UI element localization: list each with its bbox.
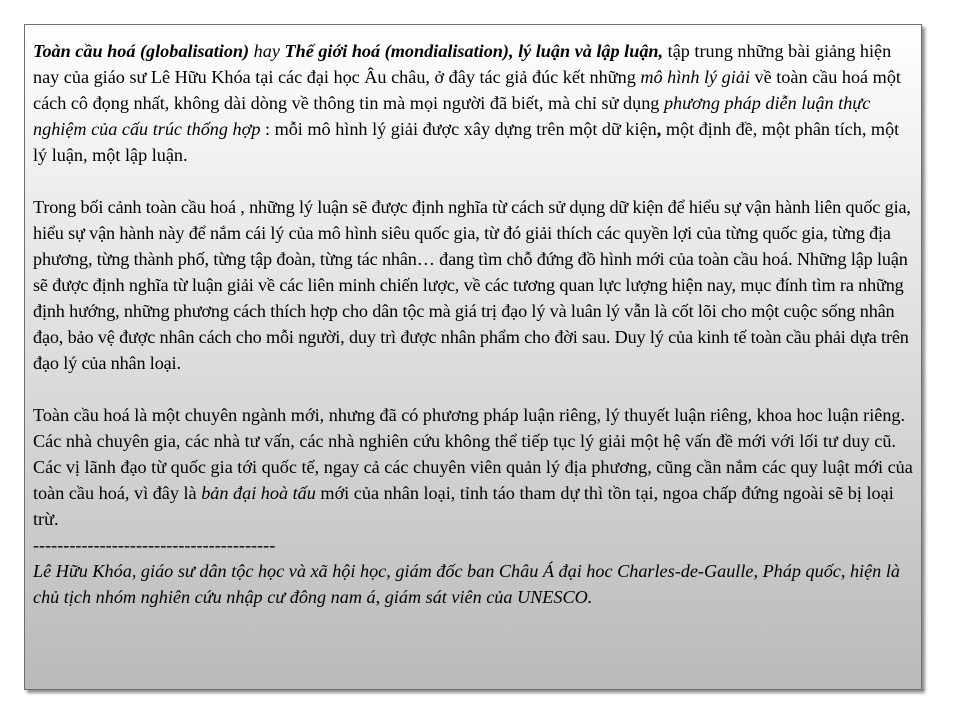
author-note: Lê Hữu Khóa, giáo sư dân tộc học và xã hội học, giám đốc ban Châu Á đại hoc Charles-de-Gaulle, Pháp quốc, hiện là chủ tịch nhóm nghiên cứu nhập cư đông nam á, giám sát viên của UNESCO. <box>33 561 900 607</box>
intro-emphasis-1: mô hình lý giải <box>640 67 750 87</box>
intro-emphasis-2: phương pháp diễn luận thực nghiệm của cấu trúc thống hợp <box>33 93 871 139</box>
separator-line: ---------------------------------------- <box>33 535 276 555</box>
discipline-text-2: mới của nhân loại, tỉnh táo tham dự thì tồn tại, ngoa chấp đứng ngoài sẽ bị loại trừ. <box>33 483 894 529</box>
paragraph-context: Trong bối cảnh toàn cầu hoá , những lý luận sẽ được định nghĩa từ cách sử dụng dữ kiện để hiểu sự vận hành liên quốc gia, hiểu sự vận hành này để nắm cái lý của mô hình siêu quốc gia, từ đó giải thích các quyền lợi của từng quốc gia, từng địa phương, từng thành phố, từng tập đoàn, từng tác nhân… đang tìm chỗ đứng đồ hình mới của toàn cầu hoá. Những lập luận sẽ được định nghĩa từ luận giải về các liên minh chiến lược, về các tương quan lực lượng hiện nay, mục đính tìm ra những định hướng, những phương cách thích hợp cho dân tộc mà giá trị đạo lý và luân lý vẫn là cốt lõi cho một cuộc sống nhân đạo, bảo vệ được nhân cách cho mỗi người, duy trì được nhân phẩm cho đời sau. Duy lý của kinh tế toàn cầu phải dựa trên đạo lý của nhân loại. <box>33 197 911 373</box>
paragraph-intro <box>33 38 913 168</box>
intro-bold-comma: , <box>656 119 662 139</box>
intro-text-2: về toàn cầu hoá một cách cô đọng nhất, không dài dòng về thông tin mà mọi người đã biết, mà chỉ sử dụng <box>33 67 901 113</box>
paragraph-discipline <box>33 402 913 532</box>
discipline-emphasis: bản đại hoà tấu <box>201 483 316 503</box>
discipline-text-1: Toàn cầu hoá là một chuyên ngành mới, nhưng đã có phương pháp luận riêng, lý thuyết luận riêng, khoa hoc luận riêng. Các nhà chuyên gia, các nhà tư vấn, các nhà nghiên cứu không thể tiếp tục lý giải một hệ vấn đề mới với lối tư duy cũ. Các vị lãnh đạo từ quốc gia tới quốc tế, ngay cả các chuyên viên quản lý địa phương, cũng cần nắm các quy luật mới của toàn cầu hoá, vì đây là <box>33 405 913 503</box>
intro-text-4: một định đề, một phân tích, một lý luận, một lập luận. <box>33 119 900 165</box>
text-frame <box>24 24 922 690</box>
intro-text-3: : mỗi mô hình lý giải được xây dựng trên một dữ kiện <box>260 119 657 139</box>
title-connector: hay <box>249 41 285 61</box>
title-globalisation: Toàn cầu hoá (globalisation) <box>33 41 250 61</box>
paragraph-gap <box>33 376 913 402</box>
intro-text-1: tập trung những bài giảng hiện nay của giáo sư Lê Hữu Khóa tại các đại học Âu châu, ở đây tác giả đúc kết những <box>33 41 892 87</box>
document-body <box>33 38 913 610</box>
paragraph-gap <box>33 168 913 194</box>
title-mondialisation: Thế giới hoá (mondialisation), lý luận và lập luận, <box>284 41 664 61</box>
